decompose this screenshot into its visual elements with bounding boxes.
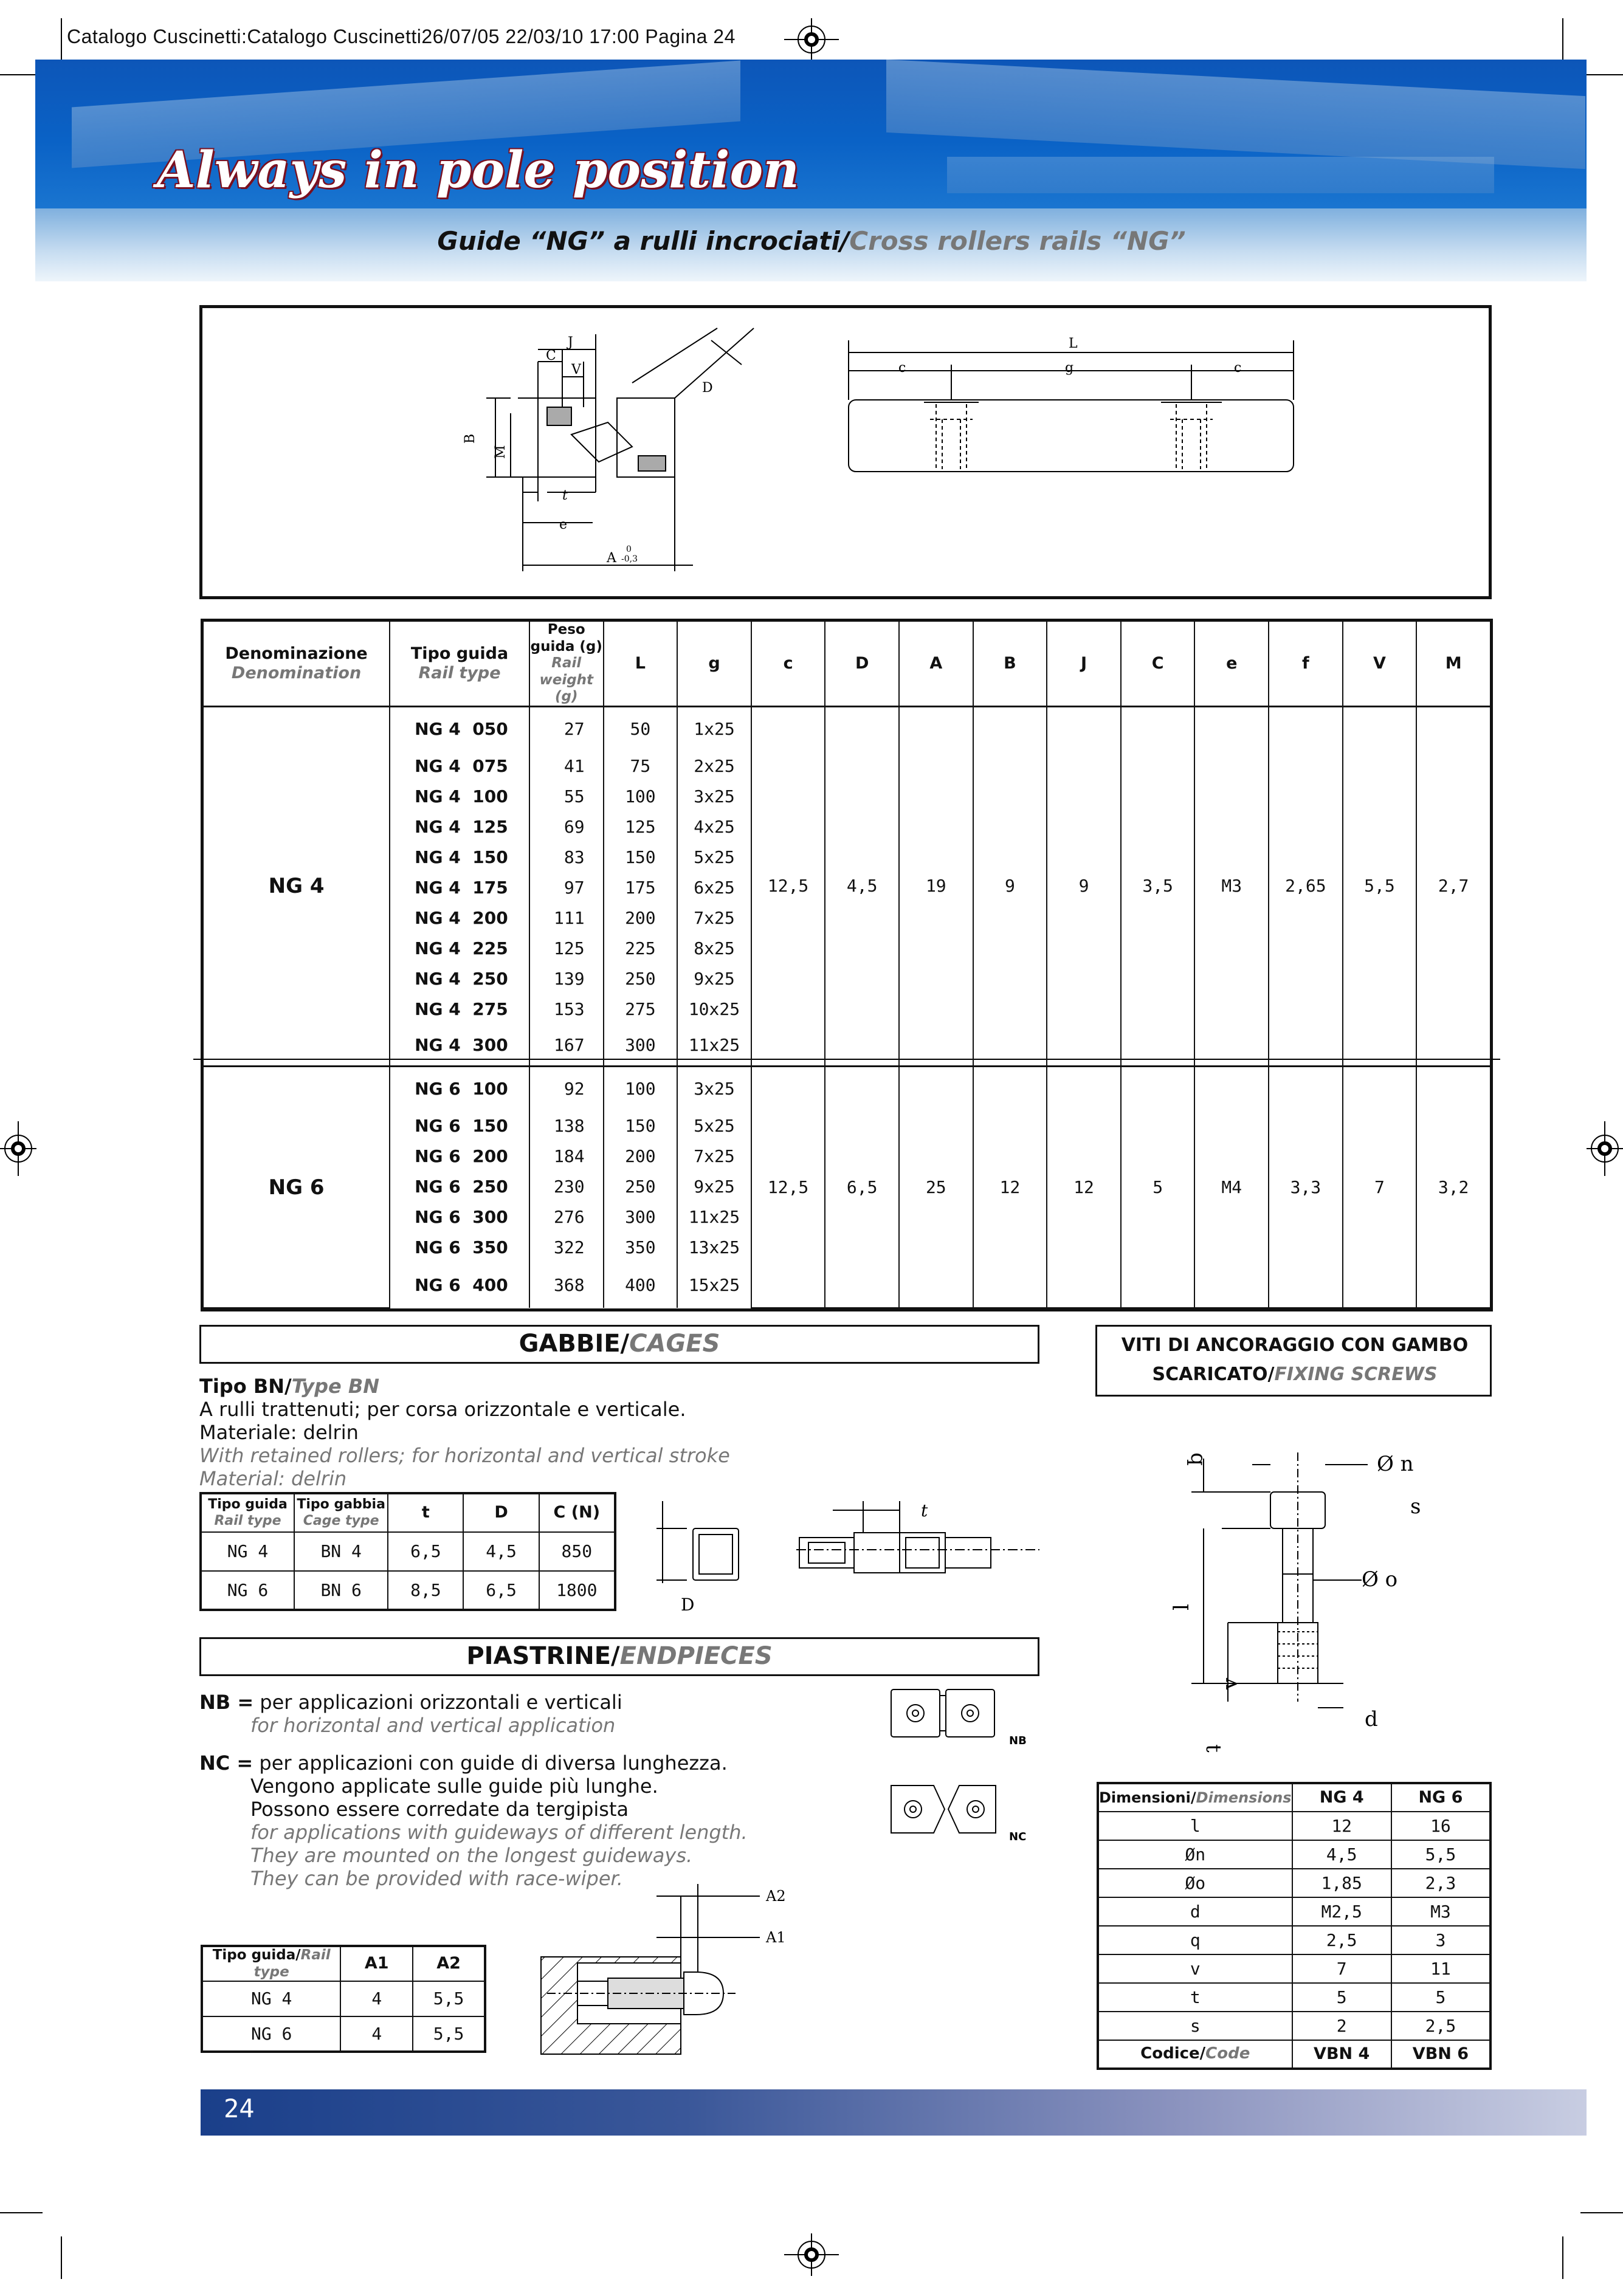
col-load: C (N) — [539, 1493, 615, 1532]
rail-type-cell: NG 4 175 — [390, 873, 529, 903]
label-V: V — [571, 362, 581, 377]
nc-it-2: Vengono applicate sulle guide più lunghe. — [250, 1775, 658, 1798]
dimension-cell: 12 — [973, 1066, 1047, 1308]
header-en: Dimensions — [1196, 1789, 1292, 1806]
nc-it-3: Possono essere corredate da tergipista — [250, 1798, 629, 1821]
cell: NG 4 — [201, 1532, 294, 1571]
label-J: J — [568, 335, 573, 350]
rail-type-cell: NG 6 200 — [390, 1141, 529, 1172]
label-oo: Ø o — [1362, 1567, 1398, 1592]
dimension-cell: 19 — [899, 706, 973, 1066]
rail-type-cell: NG 6 150 — [390, 1111, 529, 1141]
crop-mark — [61, 18, 62, 62]
g-cell: 11x25 — [677, 1025, 751, 1066]
nc-it-1: per applicazioni con guide di diversa lunghezza. — [259, 1751, 728, 1775]
dimension-cell: 2,7 — [1416, 706, 1490, 1066]
rail-cross-section-drawing — [450, 316, 790, 577]
cage-desc-it-1: A rulli trattenuti; per corsa orizzontale e verticale. — [199, 1398, 686, 1421]
rail-type-cell: NG 4 100 — [390, 782, 529, 812]
label-a2: A2 — [766, 1888, 786, 1905]
L-cell: 50 — [604, 706, 678, 751]
cages-description — [199, 1375, 807, 1490]
g-cell: 3x25 — [677, 782, 751, 812]
weight-cell: 83 — [529, 842, 604, 873]
banner-rail-graphic — [886, 60, 1585, 169]
cell: M3 — [1391, 1897, 1490, 1926]
table-row — [202, 2016, 485, 2052]
g-cell: 13x25 — [677, 1232, 751, 1263]
col-f: f — [1269, 621, 1343, 706]
nc-en-1: for applications with guideways of different length. — [250, 1821, 748, 1844]
L-cell: 125 — [604, 812, 678, 842]
cell: 8,5 — [388, 1571, 463, 1610]
label-t: t — [1201, 1744, 1225, 1753]
cell: 1,85 — [1292, 1869, 1391, 1897]
L-cell: 300 — [604, 1025, 678, 1066]
label-D: D — [702, 380, 713, 396]
banner-rail-graphic — [947, 157, 1494, 193]
col-D: D — [463, 1493, 539, 1532]
label-a1: A1 — [766, 1929, 786, 1946]
dimension-cell: 7 — [1343, 1066, 1417, 1308]
label-nc: NC — [1009, 1830, 1027, 1843]
col-rail-type — [201, 1493, 294, 1532]
table-header-row — [202, 1946, 485, 1981]
header-en: Denomination — [231, 663, 362, 682]
rail-type-cell: NG 4 250 — [390, 964, 529, 994]
table-row — [1098, 1926, 1490, 1954]
g-cell: 9x25 — [677, 964, 751, 994]
cages-table — [199, 1492, 616, 1611]
rail-type-cell: NG 4 050 — [390, 706, 529, 751]
g-cell: 6x25 — [677, 873, 751, 903]
screws-title-it: VITI DI ANCORAGGIO CON GAMBO SCARICATO/ — [1121, 1335, 1469, 1385]
rail-type-cell: NG 6 400 — [390, 1263, 529, 1308]
g-cell: 5x25 — [677, 1111, 751, 1141]
label-L: L — [1069, 336, 1078, 351]
header-it: Tipo guida/ — [212, 1947, 301, 1963]
L-cell: 200 — [604, 1141, 678, 1172]
weight-cell: 138 — [529, 1111, 604, 1141]
weight-cell: 322 — [529, 1232, 604, 1263]
g-cell: 2x25 — [677, 751, 751, 782]
label-s: s — [1410, 1494, 1421, 1519]
L-cell: 150 — [604, 1111, 678, 1141]
cell: s — [1098, 2012, 1292, 2040]
label-e: e — [559, 517, 568, 532]
screws-title — [1112, 1331, 1477, 1389]
cell: NG 4 — [202, 1981, 340, 2016]
header-it: Tipo guida — [410, 644, 509, 663]
cell: NG 6 — [201, 1571, 294, 1610]
header-en: Cage type — [303, 1513, 379, 1528]
rail-type-cell: NG 4 200 — [390, 903, 529, 933]
nc-description — [199, 1751, 868, 1890]
col-D: D — [825, 621, 899, 706]
weight-cell: 27 — [529, 706, 604, 751]
rail-type-cell: NG 6 300 — [390, 1202, 529, 1232]
heading-en: Cross rollers rails “NG” — [849, 226, 1186, 256]
L-cell: 400 — [604, 1263, 678, 1308]
rail-side-view-drawing — [845, 328, 1307, 480]
dimension-cell: 4,5 — [825, 706, 899, 1066]
endpiece-mounting-drawing — [535, 1872, 815, 2066]
crop-mark — [0, 2212, 43, 2213]
table-row — [201, 1571, 615, 1610]
col-cage-type — [294, 1493, 388, 1532]
header-it: Dimensioni/ — [1099, 1789, 1196, 1806]
weight-cell: 92 — [529, 1066, 604, 1111]
endpieces-title-en: ENDPIECES — [619, 1642, 773, 1670]
g-cell: 1x25 — [677, 706, 751, 751]
cell: 850 — [539, 1532, 615, 1571]
cell: 16 — [1391, 1812, 1490, 1840]
nc-en-3: They can be provided with race-wiper. — [250, 1867, 623, 1890]
L-cell: 350 — [604, 1232, 678, 1263]
header-en: Rail weight (g) — [539, 655, 594, 705]
col-ng4: NG 4 — [1292, 1783, 1391, 1812]
banner-title: Always in pole position — [157, 141, 799, 199]
rail-specification-table — [202, 620, 1491, 1308]
table-row — [1098, 1812, 1490, 1840]
cell: 2,3 — [1391, 1869, 1490, 1897]
label-M: M — [493, 445, 508, 459]
label-A-tol-bot: -0,3 — [621, 554, 638, 564]
cell: t — [1098, 1983, 1292, 2012]
label-C: C — [546, 348, 556, 363]
dimension-cell: 6,5 — [825, 1066, 899, 1308]
weight-cell: 167 — [529, 1025, 604, 1066]
cell: 5,5 — [413, 1981, 485, 2016]
weight-cell: 69 — [529, 812, 604, 842]
cell: 12 — [1292, 1812, 1391, 1840]
table-row — [201, 1532, 615, 1571]
nc-key: NC = — [199, 1751, 253, 1775]
table-header-row — [1098, 1783, 1490, 1812]
group-name: NG 6 — [203, 1066, 390, 1308]
col-ng6: NG 6 — [1391, 1783, 1490, 1812]
cell: Øn — [1098, 1840, 1292, 1869]
cage-type-en: Type BN — [291, 1375, 379, 1398]
L-cell: 100 — [604, 1066, 678, 1111]
dimension-cell: 2,65 — [1269, 706, 1343, 1066]
cell: 4 — [340, 1981, 413, 2016]
registration-mark-icon — [784, 18, 839, 61]
L-cell: 225 — [604, 933, 678, 964]
cell: 5,5 — [413, 2016, 485, 2052]
cell: 5 — [1292, 1983, 1391, 2012]
screws-title-en: FIXING SCREWS — [1274, 1364, 1438, 1385]
weight-cell: 97 — [529, 873, 604, 903]
heading-it: Guide “NG” a rulli incrociati/ — [437, 226, 850, 256]
fixing-screw-drawing — [1143, 1416, 1483, 1756]
label-A-tol-top: 0 — [626, 545, 632, 554]
table-row — [1098, 1869, 1490, 1897]
label-l: l — [1170, 1604, 1194, 1610]
label-d: d — [1365, 1707, 1378, 1731]
L-cell: 275 — [604, 994, 678, 1025]
cages-title-en: CAGES — [629, 1330, 720, 1358]
L-cell: 175 — [604, 873, 678, 903]
col-a2: A2 — [413, 1946, 485, 1981]
dimension-cell: 3,2 — [1416, 1066, 1490, 1308]
cell: Øo — [1098, 1869, 1292, 1897]
col-V: V — [1343, 621, 1417, 706]
col-g: g — [677, 621, 751, 706]
nb-key: NB = — [199, 1691, 254, 1714]
dimension-cell: 5 — [1121, 1066, 1195, 1308]
rail-type-cell: NG 4 275 — [390, 994, 529, 1025]
col-A: A — [899, 621, 973, 706]
cage-desc-en-2: Material: delrin — [199, 1467, 347, 1490]
endpieces-title-it: PIASTRINE/ — [466, 1642, 620, 1670]
weight-cell: 368 — [529, 1263, 604, 1308]
dimension-cell: 12,5 — [751, 706, 825, 1066]
table-row — [203, 1066, 1490, 1111]
L-cell: 200 — [604, 903, 678, 933]
weight-cell: 125 — [529, 933, 604, 964]
label-D: D — [681, 1595, 695, 1615]
table-row — [203, 706, 1490, 751]
g-cell: 5x25 — [677, 842, 751, 873]
dimension-cell: 9 — [973, 706, 1047, 1066]
cell: 2 — [1292, 2012, 1391, 2040]
cell: 5,5 — [1391, 1840, 1490, 1869]
page-number: 24 — [224, 2094, 255, 2123]
g-cell: 7x25 — [677, 1141, 751, 1172]
cages-title — [199, 1325, 1039, 1364]
L-cell: 300 — [604, 1202, 678, 1232]
crop-mark — [1580, 2212, 1623, 2213]
group-name: NG 4 — [203, 706, 390, 1066]
cell: 3 — [1391, 1926, 1490, 1954]
label-t: t — [562, 488, 568, 503]
cell: 2,5 — [1391, 2012, 1490, 2040]
registration-mark-icon — [1587, 1121, 1623, 1176]
g-cell: 15x25 — [677, 1263, 751, 1308]
col-a1: A1 — [340, 1946, 413, 1981]
col-rail-type — [202, 1946, 340, 1981]
endpieces-title — [199, 1637, 1039, 1676]
L-cell: 250 — [604, 1172, 678, 1202]
cell: 2,5 — [1292, 1926, 1391, 1954]
cell: M2,5 — [1292, 1897, 1391, 1926]
nc-en-2: They are mounted on the longest guideways. — [250, 1844, 693, 1867]
header-en: Rail type — [214, 1513, 281, 1528]
footer-bar — [201, 2089, 1587, 2136]
rail-type-cell: NG 4 300 — [390, 1025, 529, 1066]
label-on: Ø n — [1377, 1452, 1414, 1476]
col-c: c — [751, 621, 825, 706]
code-en: Code — [1205, 2044, 1250, 2063]
col-M: M — [1416, 621, 1490, 706]
rail-type-cell: NG 4 125 — [390, 812, 529, 842]
cell: BN 4 — [294, 1532, 388, 1571]
page-heading — [0, 226, 1623, 256]
cell: 4 — [340, 2016, 413, 2052]
g-cell: 9x25 — [677, 1172, 751, 1202]
cell: 4,5 — [463, 1532, 539, 1571]
table-header-row — [203, 621, 1490, 706]
rail-type-cell: NG 6 100 — [390, 1066, 529, 1111]
rail-type-cell: NG 4 075 — [390, 751, 529, 782]
label-v: v — [1218, 1677, 1242, 1689]
g-cell: 11x25 — [677, 1202, 751, 1232]
table-row — [1098, 1983, 1490, 2012]
dimension-cell: 25 — [899, 1066, 973, 1308]
code-ng4: VBN 4 — [1292, 2040, 1391, 2069]
table-row — [1098, 2040, 1490, 2069]
col-rail-weight — [529, 621, 604, 706]
header-en: Rail type — [418, 663, 501, 682]
L-cell: 75 — [604, 751, 678, 782]
rail-type-cell: NG 4 150 — [390, 842, 529, 873]
cell: 6,5 — [388, 1532, 463, 1571]
registration-mark-icon — [0, 1121, 36, 1176]
table-header-row — [201, 1493, 615, 1532]
slug-line: Catalogo Cuscinetti:Catalogo Cuscinetti26/07/05 22/03/10 17:00 Pagina 24 — [67, 26, 736, 47]
nb-description — [199, 1691, 868, 1737]
endpiece-nc-drawing — [887, 1779, 1027, 1846]
col-dimensions — [1098, 1783, 1292, 1812]
crop-mark — [61, 2236, 62, 2279]
cell: d — [1098, 1897, 1292, 1926]
weight-cell: 153 — [529, 994, 604, 1025]
col-rail-type — [390, 621, 529, 706]
cell: l — [1098, 1812, 1292, 1840]
nb-it: per applicazioni orizzontali e verticali — [260, 1691, 622, 1714]
cell: BN 6 — [294, 1571, 388, 1610]
rail-type-cell: NG 4 225 — [390, 933, 529, 964]
crop-mark — [1562, 2236, 1563, 2279]
dimension-cell: 3,5 — [1121, 706, 1195, 1066]
label-B: B — [463, 433, 478, 444]
col-C: C — [1121, 621, 1195, 706]
weight-cell: 184 — [529, 1141, 604, 1172]
label-q: q — [1186, 1452, 1210, 1466]
cell: 6,5 — [463, 1571, 539, 1610]
cell: 7 — [1292, 1954, 1391, 1983]
cell: NG 6 — [202, 2016, 340, 2052]
weight-cell: 139 — [529, 964, 604, 994]
header-it: Tipo gabbia — [297, 1497, 385, 1513]
endpieces-table — [201, 1945, 486, 2053]
label-A: A — [607, 551, 616, 566]
crop-mark — [1562, 18, 1563, 62]
table-row — [202, 1981, 485, 2016]
col-B: B — [973, 621, 1047, 706]
weight-cell: 111 — [529, 903, 604, 933]
label-t: t — [921, 1500, 928, 1521]
L-cell: 250 — [604, 964, 678, 994]
col-L: L — [604, 621, 678, 706]
screw-dimensions-table — [1097, 1782, 1492, 2070]
table-row — [1098, 1954, 1490, 1983]
L-cell: 150 — [604, 842, 678, 873]
label-c-left: c — [898, 360, 906, 376]
col-J: J — [1047, 621, 1121, 706]
cell: q — [1098, 1926, 1292, 1954]
cell: 4,5 — [1292, 1840, 1391, 1869]
dimension-cell: 12 — [1047, 1066, 1121, 1308]
cage-type — [199, 1375, 807, 1398]
table-row — [1098, 1840, 1490, 1869]
cell: v — [1098, 1954, 1292, 1983]
rail-type-cell: NG 6 350 — [390, 1232, 529, 1263]
cages-title-it: GABBIE/ — [519, 1330, 630, 1358]
endpiece-nb-drawing — [887, 1683, 1027, 1750]
code-label — [1098, 2040, 1292, 2069]
dimension-cell: 9 — [1047, 706, 1121, 1066]
g-cell: 10x25 — [677, 994, 751, 1025]
header-it: Denominazione — [225, 644, 368, 663]
code-it: Codice/ — [1140, 2044, 1206, 2063]
weight-cell: 230 — [529, 1172, 604, 1202]
label-g: g — [1065, 360, 1074, 376]
cage-type-it: Tipo BN/ — [199, 1375, 292, 1398]
dimension-cell: 3,3 — [1269, 1066, 1343, 1308]
weight-cell: 55 — [529, 782, 604, 812]
g-cell: 7x25 — [677, 903, 751, 933]
dimension-cell: 5,5 — [1343, 706, 1417, 1066]
code-ng6: VBN 6 — [1391, 2040, 1490, 2069]
cell: 5 — [1391, 1983, 1490, 2012]
header-en: Rail type — [253, 1947, 331, 1980]
cage-drawing — [644, 1477, 1046, 1623]
dimension-cell: 12,5 — [751, 1066, 825, 1308]
cage-desc-en-1: With retained rollers; for horizontal and vertical stroke — [199, 1444, 730, 1467]
label-c-right: c — [1234, 360, 1242, 376]
g-cell: 8x25 — [677, 933, 751, 964]
dimension-cell: M3 — [1194, 706, 1269, 1066]
table-row — [1098, 2012, 1490, 2040]
col-e: e — [1194, 621, 1269, 706]
g-cell: 3x25 — [677, 1066, 751, 1111]
dimension-cell: M4 — [1194, 1066, 1269, 1308]
rail-type-cell: NG 6 250 — [390, 1172, 529, 1202]
header-it: Tipo guida — [208, 1497, 288, 1513]
g-cell: 4x25 — [677, 812, 751, 842]
cell: 11 — [1391, 1954, 1490, 1983]
cell: 1800 — [539, 1571, 615, 1610]
L-cell: 100 — [604, 782, 678, 812]
table-row — [1098, 1897, 1490, 1926]
label-nb: NB — [1009, 1734, 1027, 1747]
col-denomination — [203, 621, 390, 706]
registration-mark-icon — [784, 2233, 839, 2276]
weight-cell: 41 — [529, 751, 604, 782]
nb-en: for horizontal and vertical application — [250, 1714, 616, 1737]
weight-cell: 276 — [529, 1202, 604, 1232]
cage-desc-it-2: Materiale: delrin — [199, 1421, 359, 1444]
col-t: t — [388, 1493, 463, 1532]
header-it: Peso guida (g) — [530, 622, 602, 655]
crop-mark — [1580, 74, 1623, 75]
